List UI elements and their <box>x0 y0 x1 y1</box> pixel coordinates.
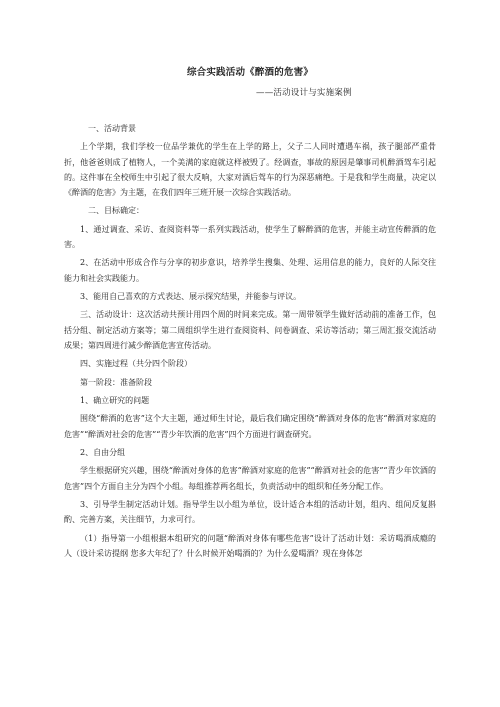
section-heading-implementation: 四、实施过程（共分四个阶段） <box>80 359 192 369</box>
section-heading-background: 一、活动背景 <box>88 124 136 133</box>
paragraph-goal-1: 1、通过调查、采访、查阅资料等一系列实践活动，使学生了解醉酒的危害，并能主动宣传醉酒的危害。 <box>64 224 436 249</box>
document-body <box>64 121 436 564</box>
subheading-stage-1: 第一阶段：准备阶段 <box>80 377 152 387</box>
paragraph-goal-3: 3、能用自己喜欢的方式表达、展示探究结果，并能参与评议。 <box>80 291 302 301</box>
paragraph-define-question: 围绕“醉酒的危害”这个大主题，通过师生讨论，最后我们确定围绕”醉酒对身体的危害“醉酒对家庭的危害”“醉酒对社会的危害”“青少年饮酒的危害”四个方面进行调查研究。 <box>64 414 436 439</box>
document-title: 综合实践活动《醉酒的危害》 <box>186 67 314 78</box>
section-heading-goals: 二、目标确定： <box>88 206 144 216</box>
paragraph-activity-design: 三、活动设计：这次活动共预计用四个周的时间来完成。第一周带领学生做好活动前的准备工作，包括分组、制定活动方案等；第二周组织学生进行查阅资料、问卷调查、采访等活动；第三周汇报交流活动成果；第四周进行减少醉酒危害宣传活动。 <box>64 310 436 350</box>
paragraph-grouping: 学生根据研究兴趣，围绕“醉酒对身体的危害“醉酒对家庭的危害”“醉酒对社会的危害”“青少年饮酒的危害”四个方面自主分为四个小组。每组推荐两名组长，负责活动中的组织和任务分配工作。 <box>64 466 436 491</box>
paragraph-goal-2: 2、在活动中形成合作与分享的初步意识，培养学生搜集、处理、运用信息的能力，良好的人际交往能力和社会实践能力。 <box>64 258 436 283</box>
subheading-define-question: 1、确立研究的问题 <box>80 395 150 405</box>
subheading-grouping: 2、自由分组 <box>80 447 126 457</box>
paragraph-plan: 3、引导学生制定活动计划。指导学生以小组为单位，设计适合本组的活动计划，组内、组间反复斟酌、完善方案，关注细节，力求可行。 <box>64 499 436 525</box>
paragraph-group-1-plan: （1）指导第一小组根据本组研究的问题“醉酒对身体有哪些危害”设计了活动计划：采访喝酒成瘾的人（设计采访提纲 您多大年纪了？什么时候开始喝酒的？为什么爱喝酒？现在身体怎 <box>64 533 436 558</box>
paragraph-background: 上个学期，我们学校一位品学兼优的学生在上学的路上，父子二人同时遭遇车祸，孩子腿部严重骨折，他爸爸则成了植物人，一个美满的家庭就这样被毁了。经调查，事故的原因是肇事司机醉酒驾车引起的。这件事在全校师生中引起了很大反响，大家对酒后驾车的行为深恶痛绝。于是我和学生商量，决定以《醉酒的危害》为主题，在我们四年三班开展一次综合实践活动。 <box>64 142 436 197</box>
document-subtitle: ——活动设计与实施案例 <box>256 88 352 98</box>
